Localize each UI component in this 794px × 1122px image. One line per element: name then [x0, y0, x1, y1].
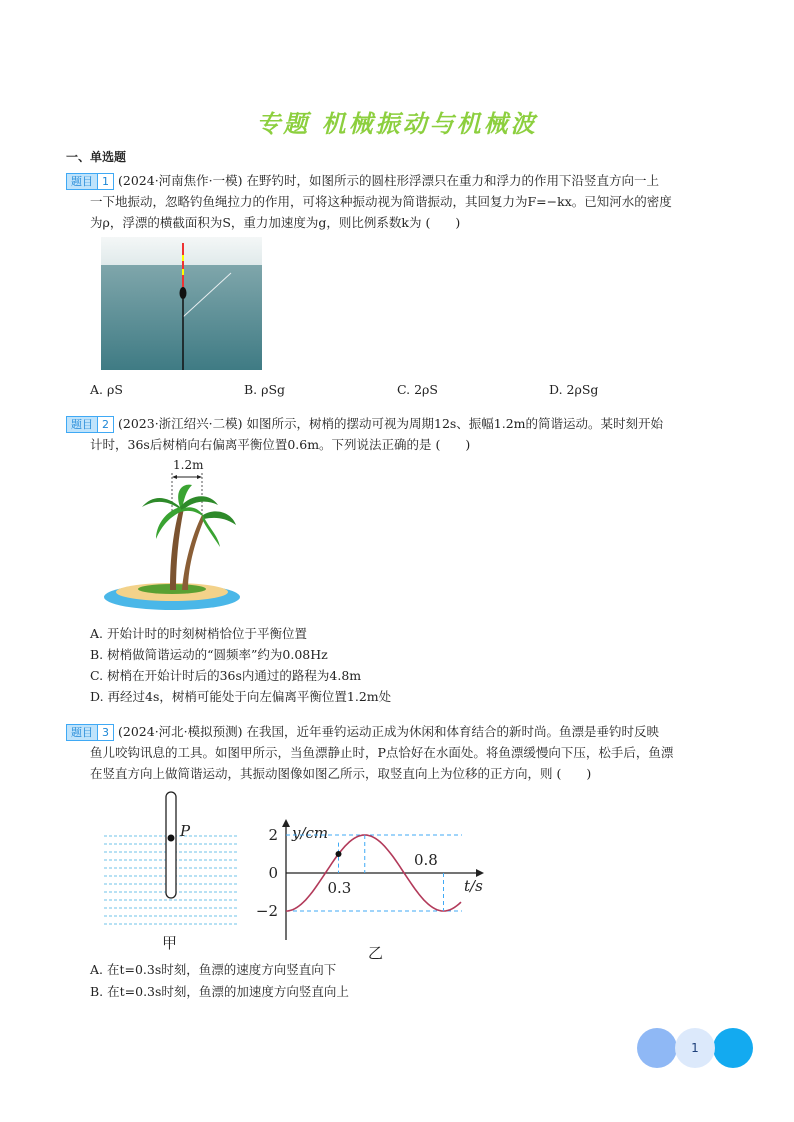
page-number: 1 [675, 1028, 715, 1068]
q3-line2: 鱼儿咬钩讯息的工具。如图甲所示，当鱼漂静止时，P点恰好在水面处。将鱼漂缓慢向下压，松手后，鱼漂 [90, 745, 674, 760]
tag-label: 题目 [67, 174, 97, 189]
section-heading: 一、单选题 [66, 150, 127, 164]
amplitude-label: 1.2m [173, 458, 204, 472]
point-t03 [336, 851, 342, 857]
x-axis-label: t/s [464, 877, 483, 895]
float-in-water-figure [101, 237, 262, 370]
q1-line1: (2024·河南焦作·一模) 在野钓时，如图所示的圆柱形浮漂只在重力和浮力的作用下沿竖直方向一上 [118, 173, 659, 188]
q3-option-b: B. 在t=0.3s时刻，鱼漂的加速度方向竖直向上 [90, 984, 349, 999]
question-tag [66, 724, 114, 741]
y-axis-label: y/cm [292, 824, 329, 842]
tag-label: 题目 [67, 417, 97, 432]
q3-line3: 在竖直方向上做简谐运动，其振动图像如图乙所示，取竖直向上为位移的正方向，则 ( ) [90, 766, 592, 781]
tag-number: 2 [97, 417, 113, 432]
question-tag [66, 416, 114, 433]
q2-option-d: D. 再经过4s，树梢可能处于向左偏离平衡位置1.2m处 [90, 689, 392, 704]
tag-label: 题目 [67, 725, 97, 740]
q2-option-b: B. 树梢做简谐运动的“圆频率”约为0.08Hz [90, 647, 328, 662]
point-p-label: P [180, 822, 191, 840]
q1-option-a: A. ρS [90, 382, 123, 397]
q2-option-a: A. 开始计时的时刻树梢恰位于平衡位置 [90, 626, 307, 641]
q1-line3: 为ρ，浮漂的横截面积为S，重力加速度为g，则比例系数k为 ( ) [90, 215, 461, 230]
q3-line1: (2024·河北·模拟预测) 在我国，近年垂钓运动正成为休闲和体育结合的新时尚。鱼漂是垂钓时反映 [118, 724, 659, 739]
question-2 [66, 413, 726, 455]
x-tick-label: 0.3 [327, 879, 352, 897]
tag-number: 3 [97, 725, 113, 740]
question-tag [66, 173, 114, 190]
q3-option-a: A. 在t=0.3s时刻，鱼漂的速度方向竖直向下 [90, 962, 337, 977]
page-indicator [637, 1028, 753, 1068]
q1-option-c: C. 2ρS [397, 382, 438, 397]
y-tick-label: 0 [268, 864, 278, 882]
question-1 [66, 170, 726, 233]
q2-line2: 计时，36s后树梢向右偏离平衡位置0.6m。下列说法正确的是 ( ) [90, 437, 471, 452]
vibration-graph-yi [255, 815, 494, 962]
figure-jia-label: 甲 [162, 934, 178, 952]
q1-option-b: B. ρSg [244, 382, 286, 397]
float-figure-jia [104, 790, 244, 950]
q2-line1: (2023·浙江绍兴·二模) 如图所示，树梢的摆动可视为周期12s、振幅1.2m的简谐运动。某时刻开始 [118, 416, 664, 431]
q2-option-c: C. 树梢在开始计时后的36s内通过的路程为4.8m [90, 668, 362, 683]
tag-number: 1 [97, 174, 113, 189]
next-page-circle[interactable] [713, 1028, 753, 1068]
palm-tree-figure [100, 455, 245, 615]
y-tick-label: −2 [255, 902, 278, 920]
x-axis-arrow [476, 869, 484, 877]
figure-yi-label: 乙 [368, 944, 384, 962]
y-axis-arrow [282, 819, 290, 827]
page-title: 专题 机械振动与机械波 [256, 110, 538, 138]
y-tick-label: 2 [268, 826, 278, 844]
prev-page-circle[interactable] [637, 1028, 677, 1068]
x-tick-label: 0.8 [414, 851, 438, 869]
question-3 [66, 721, 726, 784]
q1-option-d: D. 2ρSg [549, 382, 599, 397]
q1-line2: 一下地振动，忽略钓鱼绳拉力的作用，可将这种振动视为简谐振动，其回复力为F=−kx。已知河水的密度 [90, 194, 672, 209]
